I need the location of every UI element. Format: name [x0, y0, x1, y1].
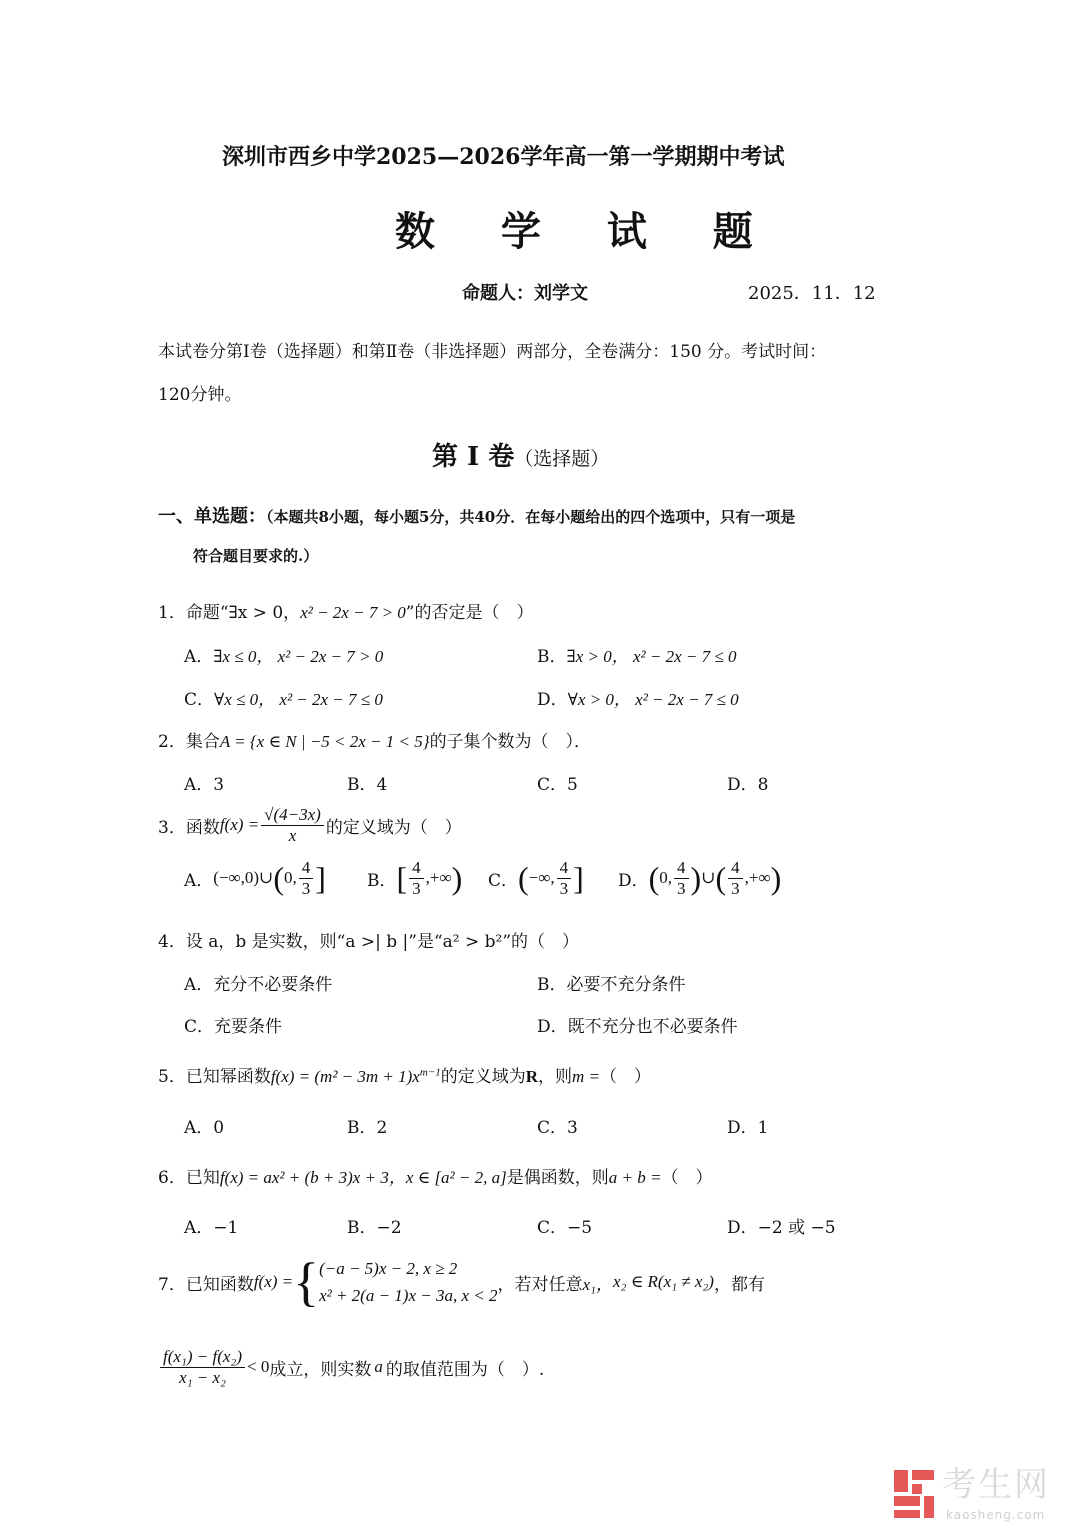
section-one-heading [158, 502, 795, 528]
q7-frac-num: f(x₁) − f(x₂) [160, 1347, 245, 1368]
q1-option-d [537, 685, 739, 710]
q2-stem-math: A = {x ∈ N | −5 < 2x − 1 < 5} [219, 732, 430, 751]
q5-option-d: D．1 [727, 1118, 769, 1138]
q5-m-eq: m = [572, 1067, 601, 1086]
q7-stem-d: ，都有 [713, 1274, 765, 1295]
q7-stem-f: 成立，则实数 [269, 1359, 372, 1380]
q5-real-set: R [525, 1067, 539, 1086]
q3-option-b: B． [ $\frac{4}{3}$ , +∞ ) [367, 858, 463, 898]
kaosheng-watermark [892, 1465, 1062, 1524]
q3-b-inf: +∞ [429, 868, 452, 888]
frac-den: 3 [301, 878, 311, 898]
q7-stem-c: ，若对任意 [497, 1274, 583, 1295]
q3-c-frac [557, 858, 572, 898]
q6-option-a: A．−1 [184, 1218, 239, 1238]
q3-d-frac-1 [674, 858, 689, 898]
q3-c-neginf: −∞, [528, 868, 555, 888]
exam-date: 2025．11．12 [748, 283, 876, 304]
q2-stem-c: 的子集个数为（ ）． [429, 732, 592, 752]
q7-case-2: x² + 2(a − 1)x − 3a, x < 2 [319, 1286, 498, 1306]
q3-option-d: D． ( 0, $\frac{4}{3}$ ) ∪ ( $\frac{4}{3}$ , +∞ ) [618, 858, 782, 898]
q5-stem-a: 5．已知幂函数 [158, 1067, 271, 1087]
q4-option-a: A．充分不必要条件 [184, 975, 333, 995]
q3-b-frac [409, 858, 424, 898]
q3-a-zero: 0, [283, 868, 297, 888]
q3-b-label: B． [367, 870, 397, 891]
q3-d-open-paren-2: ( [715, 860, 727, 897]
q6-option-d: D．−2 或 −5 [727, 1218, 836, 1238]
q2-option-b: B．4 [347, 775, 388, 795]
frac-num: 4 [674, 858, 689, 879]
q2-option-a: A．3 [184, 775, 225, 795]
q3-d-label: D． [618, 870, 649, 891]
q7-stem-h: 的取值范围为（ ）. [385, 1359, 545, 1380]
section-one-label: 一、单选题： [158, 506, 266, 527]
q3-a-interval-1: (−∞,0)∪ [213, 868, 274, 888]
q2-stem-a: 2．集合 [158, 732, 220, 752]
q6-stem-d: （ ） [661, 1168, 713, 1188]
frac-den: 3 [559, 878, 569, 898]
q3-frac-num: √(4−3x) [261, 805, 324, 826]
question-6-stem [158, 1163, 712, 1188]
q3-d-close-paren-2: ) [770, 860, 782, 897]
q6-ab-eq: a + b = [608, 1168, 662, 1187]
kaosheng-logo-icon [892, 1468, 938, 1520]
q3-stem-a: 3．函数 [158, 817, 220, 838]
watermark-cn: 考生网 [942, 1465, 1050, 1505]
q1-stem-c: ”的否定是（ ） [405, 603, 534, 623]
q3-d-union: ∪ [701, 868, 716, 888]
q1-option-c [184, 685, 383, 710]
q2-option-d: D．8 [727, 775, 769, 795]
q7-frac-den: x₁ − x₂ [179, 1367, 226, 1387]
q1-a-label: A． [184, 647, 214, 667]
q1-stem-math: x² − 2x − 7 > 0 [300, 603, 406, 622]
question-2-stem [158, 727, 591, 752]
q3-fraction [261, 805, 324, 845]
q3-d-close-paren-1: ) [690, 860, 702, 897]
q3-c-close-bracket: ] [573, 860, 584, 897]
q3-d-open-paren-1: ( [648, 860, 660, 897]
q3-option-c [488, 858, 584, 898]
q7-cases [319, 1255, 497, 1309]
q5-stem-d: ，则 [538, 1067, 573, 1087]
q1-b-label: B． [537, 647, 567, 667]
q1-stem-a: 1．命题“∃x > 0， [158, 603, 301, 623]
q1-c-label: C． [184, 690, 215, 710]
q6-option-b: B．−2 [347, 1218, 402, 1238]
q3-d-zero: 0, [659, 868, 673, 888]
q6-option-c: C．−5 [537, 1218, 593, 1238]
intro-line-2: 120分钟。 [158, 385, 242, 405]
q7-condition [158, 1347, 544, 1387]
q5-option-b: B．2 [347, 1118, 388, 1138]
watermark-en: kaosheng.com [946, 1508, 1046, 1522]
q7-fx: f(x) = [253, 1272, 294, 1292]
q1-d-math: ∀x > 0， x² − 2x − 7 ≤ 0 [567, 690, 739, 709]
frac-num: 4 [299, 858, 314, 879]
question-3-stem [158, 805, 462, 845]
q4-option-d: D．既不充分也不必要条件 [537, 1017, 738, 1037]
q1-c-math: ∀x ≤ 0， x² − 2x − 7 ≤ 0 [214, 690, 383, 709]
q5-option-c: C．3 [537, 1118, 578, 1138]
exam-title: 深圳市西乡中学2025—2026学年高一第一学期期中考试 [222, 144, 785, 170]
q1-option-a [184, 642, 383, 667]
q7-brace: { [293, 1252, 320, 1313]
q5-exponent: m−1 [419, 1066, 441, 1079]
frac-num: 4 [557, 858, 572, 879]
q1-b-math: ∃x > 0， x² − 2x − 7 ≤ 0 [566, 647, 737, 666]
part-one-heading [432, 436, 609, 473]
q2-option-c: C．5 [537, 775, 578, 795]
part-one-subtitle: （选择题） [514, 448, 610, 470]
q3-d-frac-2 [728, 858, 743, 898]
q3-a-label: A． [184, 870, 214, 891]
q6-stem-math: f(x) = ax² + (b + 3)x + 3，x ∈ [a² − 2, a] [219, 1168, 507, 1187]
q3-fx: f(x) = [219, 815, 260, 835]
frac-den: 3 [677, 878, 686, 898]
q3-option-a [184, 858, 326, 898]
q5-option-a: A．0 [184, 1118, 225, 1138]
question-7-stem [158, 1252, 765, 1313]
question-4-stem: 4．设 a，b 是实数，则“a >| b |”是“a² > b²”的（ ） [158, 932, 580, 952]
author-label: 命题人：刘学文 [462, 283, 588, 304]
q3-c-open-paren: ( [518, 860, 529, 897]
q1-d-label: D． [537, 690, 568, 710]
intro-line-1: 本试卷分第Ⅰ卷（选择题）和第Ⅱ卷（非选择题）两部分，全卷满分：150 分。考试时间： [158, 342, 827, 362]
frac-den: 3 [731, 878, 740, 898]
q6-stem-a: 6．已知 [158, 1168, 220, 1188]
q7-a: a [374, 1357, 383, 1377]
q7-less-zero: < 0 [246, 1357, 270, 1377]
q7-case-1: (−a − 5)x − 2, x ≥ 2 [319, 1259, 458, 1278]
frac-den: 3 [412, 878, 421, 898]
frac-num: 4 [728, 858, 743, 879]
q3-frac-den: x [288, 825, 297, 845]
q3-a-frac [299, 858, 314, 898]
q3-a-open-paren: ( [273, 860, 284, 897]
part-one-title: 第 Ⅰ 卷 [432, 442, 515, 472]
q3-d-inf: +∞ [748, 868, 771, 888]
frac-num: 4 [409, 858, 424, 879]
q4-option-b: B．必要不充分条件 [537, 975, 686, 995]
q3-c-label: C． [488, 870, 519, 891]
q1-option-b [537, 642, 736, 667]
question-1-stem [158, 598, 534, 623]
section-one-desc-2: 符合题目要求的.） [193, 547, 319, 565]
q5-stem-e: （ ） [600, 1067, 652, 1087]
q7-x1: x₁， [582, 1274, 613, 1294]
q7-x2: x₂ ∈ R(x₁ ≠ x₂) [612, 1272, 714, 1292]
q1-a-math: ∃x ≤ 0， x² − 2x − 7 > 0 [213, 647, 384, 666]
q5-stem-c: 的定义域为 [440, 1067, 526, 1087]
q7-stem-a: 7．已知函数 [158, 1274, 254, 1295]
subject-title: 数 学 试 题 [395, 208, 779, 255]
section-one-desc: （本题共8小题，每小题5分，共40分．在每小题给出的四个选项中，只有一项是 [266, 508, 796, 526]
q7-fraction [160, 1347, 245, 1387]
q4-option-c: C．充要条件 [184, 1017, 283, 1037]
q3-stem-c: 的定义域为（ ） [325, 817, 462, 838]
q3-a-close-bracket: ] [315, 860, 326, 897]
q6-stem-c: 是偶函数，则 [506, 1168, 609, 1188]
q3-b-open-bracket: [ [396, 860, 408, 897]
question-5-stem [158, 1062, 651, 1087]
q5-stem-math: f(x) = (m² − 3m + 1)x [270, 1067, 420, 1086]
q3-b-close-paren: ) [451, 860, 463, 897]
